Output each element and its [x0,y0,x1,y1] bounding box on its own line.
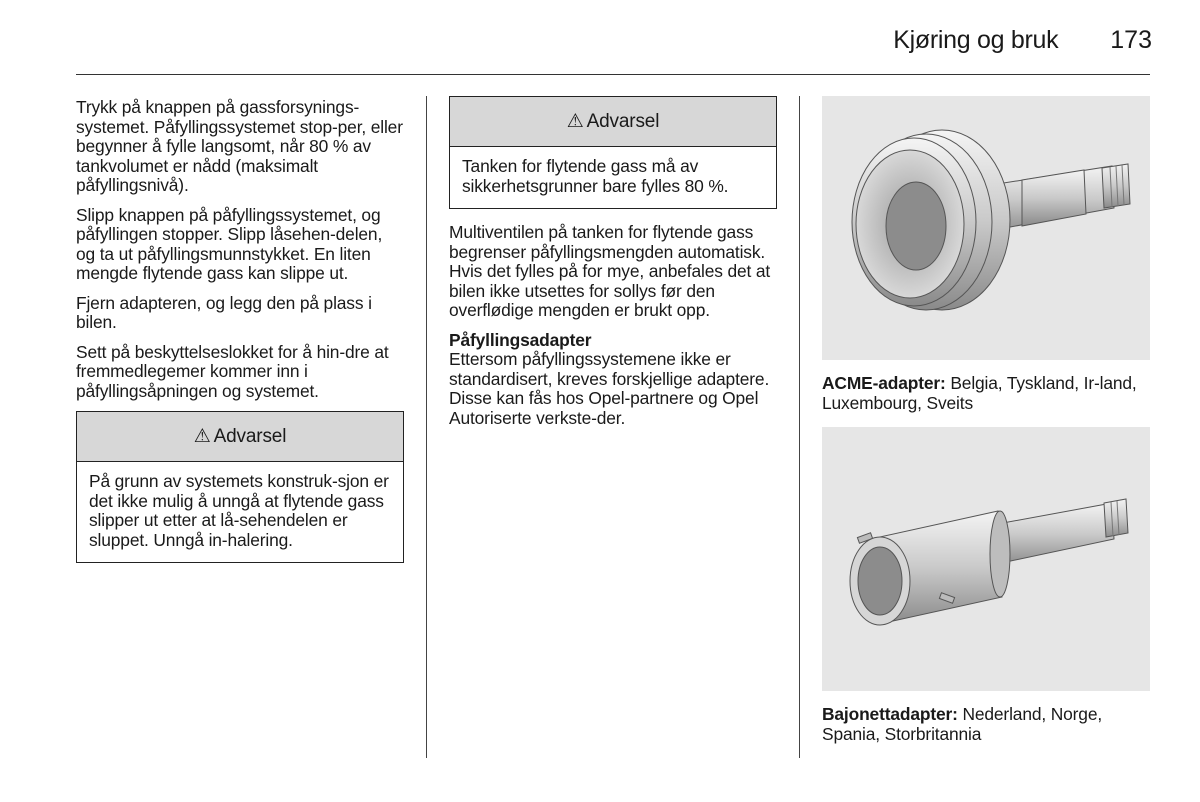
caption-text: Belgia, Tyskland, Ir-land, Luxembourg, Sveits [822,373,1137,413]
figure-caption [822,705,1150,744]
warning-title: Advarsel [213,425,287,447]
warning-box [449,96,777,209]
column-divider [799,96,800,758]
warning-header [450,97,776,147]
warning-triangle-icon: ⚠ [193,425,211,447]
warning-text: Tanken for flytende gass må av sikkerhetsgrunner bare fylles 80 %. [462,156,729,196]
column-middle [449,96,777,438]
paragraph: Trykk på knappen på gassforsynings-systemet. Påfyllingssystemet stop-per, eller begynner å fylle langsomt, når 80 % av tankvolumet er nådd (maksimalt påfyllingsnivå). [76,97,403,195]
caption-label: ACME-adapter: [822,373,946,393]
paragraph: Sett på beskyttelseslokket for å hin-dre at fremmedlegemer kommer inn i påfyllingsåpningen og systemet. [76,341,389,401]
warning-box [76,411,404,563]
caption-label: Bajonettadapter: [822,704,958,724]
paragraph: Multiventilen på tanken for flytende gass begrenser påfyllingsmengden automatisk. Hvis det fylles på for mye, anbefales det at bilen ikke utsettes for sollys før den overflødige mengden er brukt opp. [449,222,771,320]
caption-text: Nederland, Norge, Spania, Storbritannia [822,704,1103,744]
header-rule [76,74,1150,75]
paragraph: Ettersom påfyllingssystemene ikke er standardisert, kreves forskjellige adaptere. Disse kan fås hos Opel-partnere og Opel Autoriserte verkste-der. [449,349,770,428]
figure-caption [822,374,1150,413]
warning-title: Advarsel [586,110,660,132]
warning-header [77,412,403,462]
column-right [822,96,1150,758]
column-left [76,98,404,573]
acme-adapter-figure [822,96,1150,360]
page-header [893,26,1152,58]
column-divider [426,96,427,758]
bayonet-adapter-illustration [822,427,1150,691]
warning-triangle-icon: ⚠ [566,110,584,132]
section-title: Kjøring og bruk [893,26,1059,54]
warning-text: På grunn av systemets konstruk-sjon er det ikke mulig å unngå at flytende gass slipper ut etter at lå-sehendelen er sluppet. Unngå in-halering. [89,471,389,550]
acme-adapter-illustration [822,96,1150,360]
paragraph: Slipp knappen på påfyllingssystemet, og påfyllingen stopper. Slipp låsehen-delen, og ta ut påfyllingsmunnstykket. En liten mengde flytende gass kan slippe ut. [76,204,383,283]
page-number: 173 [1110,26,1152,54]
subheading: Påfyllingsadapter [449,329,592,350]
bayonet-adapter-figure [822,427,1150,691]
paragraph: Fjern adapteren, og legg den på plass i bilen. [76,292,372,332]
